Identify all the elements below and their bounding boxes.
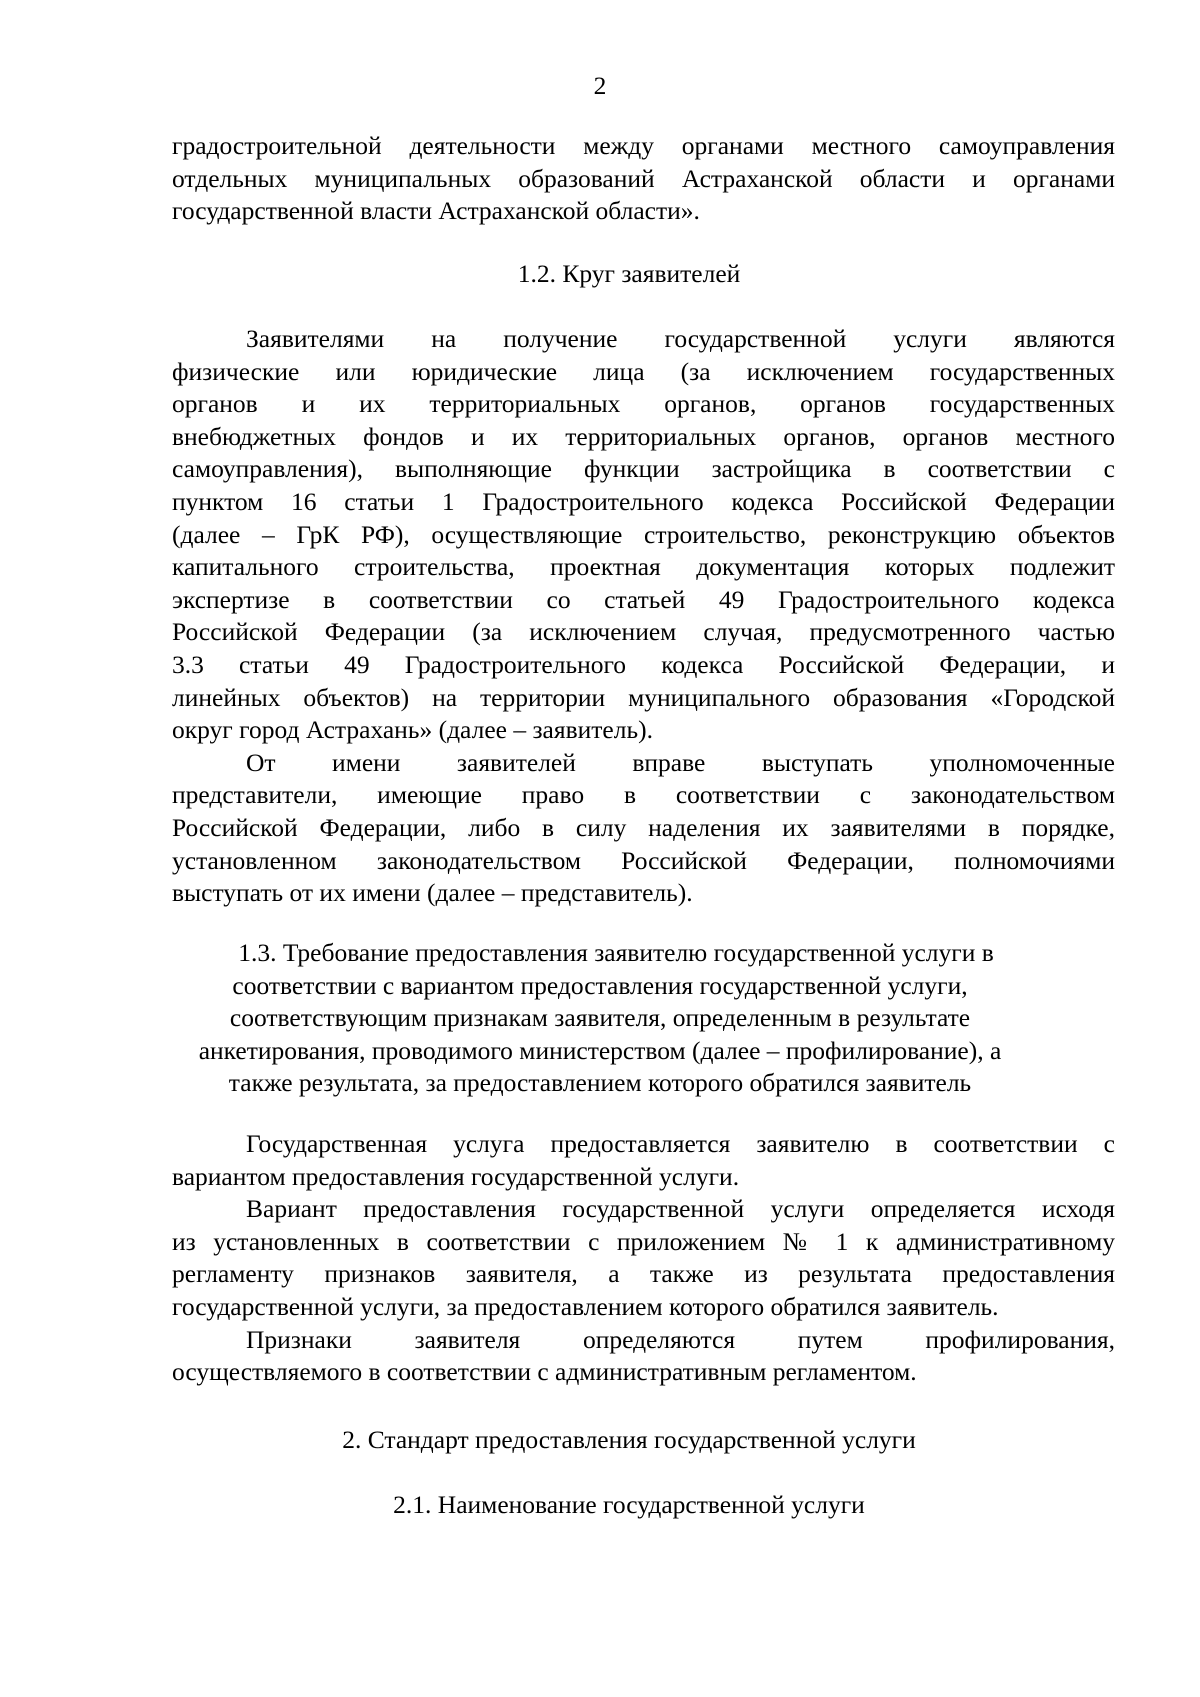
heading-line: соответствующим признакам заявителя, определенным в результате — [229, 1003, 971, 1033]
text-line: осуществляемого в соответствии с административным регламентом. — [172, 1357, 917, 1387]
text-line: установленном законодательством Российской Федерации, полномочиями — [172, 845, 1115, 875]
text-line: экспертизе в соответствии со статьей 49 Градостроительного кодекса — [172, 584, 1115, 614]
variant-paragraphs — [172, 1128, 1115, 1389]
text-line: самоуправления), выполняющие функции застройщика в соответствии с — [172, 454, 1115, 484]
section-heading-2: 2. Стандарт предоставления государственной услуги — [342, 1425, 916, 1454]
section-heading-1-3 — [0, 937, 1200, 1100]
text-line: регламенту признаков заявителя, а также из результата предоставления — [172, 1259, 1115, 1289]
text-line: градостроительной деятельности между органами местного самоуправления — [172, 131, 1115, 160]
text-line: Вариант предоставления государственной услуги определяется исходя — [246, 1194, 1115, 1224]
text-line: выступать от их имени (далее – представитель). — [172, 878, 693, 908]
text-line: Заявителями на получение государственной услуги являются — [246, 324, 1115, 353]
text-line: Признаки заявителя определяются путем профилирования, — [246, 1324, 1115, 1354]
section-heading-2-1: 2.1. Наименование государственной услуги — [393, 1490, 865, 1519]
section-heading-1-2: 1.2. Круг заявителей — [517, 259, 741, 288]
text-line: отдельных муниципальных образований Астраханской области и органами — [172, 163, 1115, 193]
text-line: 3.3 статьи 49 Градостроительного кодекса Российской Федерации, и — [172, 649, 1115, 679]
heading-line: соответствии с вариантом предоставления государственной услуги, — [232, 970, 968, 1000]
text-line: государственной услуги, за предоставлением которого обратился заявитель. — [172, 1291, 999, 1321]
text-line: линейных объектов) на территории муниципального образования «Городской — [172, 682, 1115, 712]
heading-line: 1.3. Требование предоставления заявителю государственной услуги в — [238, 938, 994, 967]
heading-line: анкетирования, проводимого министерством (далее – профилирование), а — [198, 1035, 1002, 1065]
text-line: физические или юридические лица (за исключением государственных — [172, 356, 1115, 386]
text-line: капитального строительства, проектная документация которых подлежит — [172, 552, 1115, 582]
text-line: органов и их территориальных органов, органов государственных — [172, 389, 1115, 419]
page-number: 2 — [593, 71, 607, 100]
text-line: Российской Федерации, либо в силу наделения их заявителями в порядке, — [172, 812, 1115, 842]
text-line: пунктом 16 статьи 1 Градостроительного кодекса Российской Федерации — [172, 486, 1115, 516]
intro-paragraph — [172, 130, 1115, 228]
heading-line: также результата, за предоставлением которого обратился заявитель — [228, 1068, 972, 1098]
text-line: Государственная услуга предоставляется заявителю в соответствии с — [246, 1129, 1115, 1158]
text-line: От имени заявителей вправе выступать уполномоченные — [246, 747, 1115, 777]
text-line: из установленных в соответствии с приложением № 1 к административному — [172, 1226, 1115, 1256]
text-line: округ город Астрахань» (далее – заявитель). — [172, 715, 653, 745]
applicants-paragraph — [172, 323, 1115, 910]
text-line: Российской Федерации (за исключением случая, предусмотренного частью — [172, 617, 1115, 647]
text-line: государственной власти Астраханской области». — [172, 196, 700, 226]
text-line: представители, имеющие право в соответствии с законодательством — [172, 780, 1115, 810]
text-line: внебюджетных фондов и их территориальных органов, органов местного — [172, 421, 1115, 451]
text-line: вариантом предоставления государственной услуги. — [172, 1161, 740, 1191]
text-line: (далее – ГрК РФ), осуществляющие строительство, реконструкцию объектов — [172, 519, 1115, 549]
